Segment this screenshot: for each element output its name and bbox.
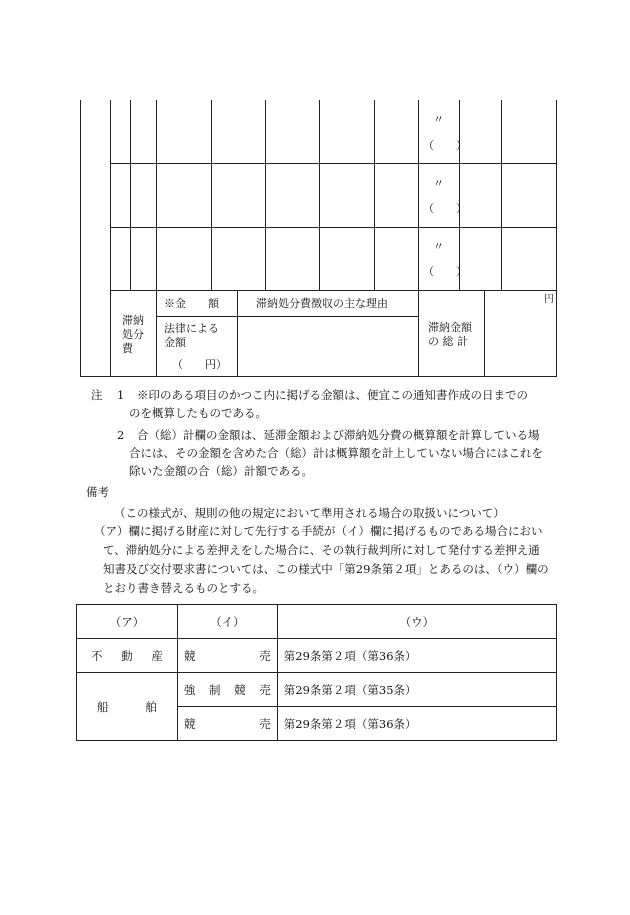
procedure-auction: 競 売 (183, 716, 271, 731)
row-divider (110, 290, 556, 291)
column-divider (110, 100, 111, 377)
column-divider (211, 100, 212, 291)
ditto-mark: 〃 (433, 113, 444, 126)
column-divider (459, 100, 460, 291)
fee-label-line: 費 (122, 342, 133, 355)
property-cell (77, 639, 178, 673)
header-i: （イ） (177, 605, 277, 639)
note-line: のを概算したものである。 (129, 406, 267, 420)
column-divider (501, 100, 502, 291)
legal-amount-paren: （ 円） (172, 358, 227, 371)
header-u: （ウ） (277, 605, 556, 639)
remarks-line: とおり書き替えるものとする。 (103, 581, 264, 595)
remarks-line: （ア）欄に掲げる財産に対して先行する手続が（イ）欄に掲げるものである場合におい (94, 524, 543, 538)
article-cell: 第29条第２項（第35条） (277, 673, 556, 707)
header-a: （ア） (77, 605, 178, 639)
column-divider (156, 100, 157, 377)
paren-blank: （ ） (423, 265, 467, 278)
column-divider (484, 290, 485, 377)
table-right-border (556, 100, 557, 377)
total-label: の 総 計 (428, 335, 468, 348)
column-divider (319, 100, 320, 291)
column-divider (237, 290, 238, 377)
article-cell: 第29条第２項（第36条） (277, 639, 556, 673)
procedure-cell (177, 673, 277, 707)
note-line: 合には、その金額を含めた合（総）計は概算額を計上していない場合にはこれを (129, 446, 543, 460)
column-divider (265, 100, 266, 291)
remarks-line: 知書及び交付要求書については、この様式中「第29条第２項」とあるのは、（ウ）欄の (103, 562, 549, 576)
procedure-forced-auction: 強 制 競 売 (183, 682, 271, 697)
procedure-auction: 競 売 (183, 648, 271, 663)
procedure-cell (177, 707, 277, 741)
row-divider (110, 163, 556, 164)
amount-label: ※金 額 (164, 297, 219, 310)
remarks-line: （この様式が、規則の他の規定において準用される場合の取扱いについて） (114, 506, 505, 520)
property-real-estate: 不 動 産 (91, 648, 163, 663)
replacement-table (76, 604, 557, 741)
column-divider (130, 100, 131, 291)
note-number: 1 (117, 388, 125, 402)
table-row (77, 673, 557, 707)
reason-header: 滞納処分費徴収の主な理由 (256, 297, 388, 310)
fee-label-line: 処分 (122, 328, 144, 341)
remarks-line: て、滞納処分による差押えをした場合に、その執行裁判所に対して発付する差押え通 (103, 543, 540, 557)
notes-title: 注 (91, 388, 103, 402)
paren-blank: （ ） (423, 139, 467, 152)
row-divider (110, 227, 556, 228)
fee-header-divider (156, 316, 418, 317)
property-cell (77, 673, 178, 741)
procedure-cell (177, 639, 277, 673)
property-ship: 船 舶 (97, 699, 157, 714)
article-cell: 第29条第２項（第36条） (277, 707, 556, 741)
column-divider (418, 100, 419, 377)
note-line: ※印のある項目のかつこ内に掲げる金額は、便宜この通知書作成の日までの (137, 388, 528, 402)
table-row (77, 639, 557, 673)
ditto-mark: 〃 (433, 240, 444, 253)
table-header-row (77, 605, 557, 639)
yen-unit: 円 (544, 294, 554, 305)
note-line: 除いた金額の合（総）計額である。 (129, 464, 313, 478)
note-line: 合（総）計欄の金額は、延滞金額および滞納処分費の概算額を計算している場 (137, 428, 540, 442)
column-divider (374, 100, 375, 291)
paren-blank: （ ） (423, 202, 467, 215)
ditto-mark: 〃 (433, 177, 444, 190)
total-label: 滞納金額 (428, 321, 472, 334)
remarks-title: 備考 (86, 485, 109, 499)
legal-amount-label: 金額 (164, 336, 186, 349)
table-left-border (80, 100, 81, 377)
note-number: 2 (117, 428, 125, 442)
fee-label-line: 滞納 (122, 314, 144, 327)
legal-amount-label: 法律による (164, 322, 219, 335)
